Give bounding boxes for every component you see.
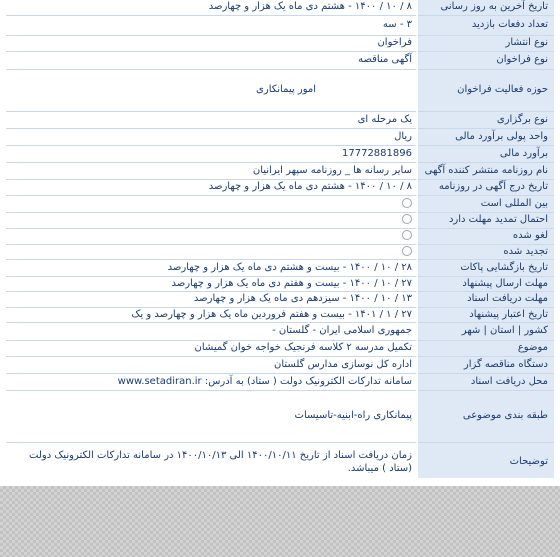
value-description: زمان دریافت اسناد از تاریخ ۱۴۰۰/۱۰/۱۱ الی ۱۴۰۰/۱۰/۱۳ در سامانه تدارکات الکترونیک دولت (ستاد ) میباشد. xyxy=(6,442,417,478)
value-location: جمهوری اسلامی ایران - گلستان - xyxy=(6,322,417,340)
row-opening-date xyxy=(6,259,554,276)
row-international xyxy=(6,195,554,212)
row-renewed xyxy=(6,244,554,259)
row-location xyxy=(6,322,554,340)
label-submit-deadline: مهلت ارسال پیشنهاد xyxy=(417,276,554,291)
extension-radio[interactable] xyxy=(402,214,412,224)
value-currency: ریال xyxy=(6,128,417,145)
row-estimate xyxy=(6,145,554,162)
row-last-update xyxy=(6,0,554,15)
row-description xyxy=(6,442,554,478)
value-opening-date: ۲۸ / ۱۰ / ۱۴۰۰ - بیست و هشتم دی ماه یک هزار و چهارصد xyxy=(6,259,417,276)
cancelled-radio[interactable] xyxy=(402,230,412,240)
row-validity xyxy=(6,307,554,322)
row-publish-type xyxy=(6,35,554,51)
row-extension xyxy=(6,212,554,228)
value-estimate: 17772881896 xyxy=(6,145,417,162)
value-submit-deadline: ۲۷ / ۱۰ / ۱۴۰۰ - بیست و هفتم دی ماه یک هزار و چهارصد xyxy=(6,276,417,291)
value-organizer: اداره کل نوسازی مدارس گلستان xyxy=(6,356,417,373)
value-last-update: ۸ / ۱۰ / ۱۴۰۰ - هشتم دی ماه یک هزار و چهارصد xyxy=(6,0,417,15)
value-publish-type: فراخوان xyxy=(6,35,417,51)
label-cancelled: لغو شده xyxy=(417,228,554,244)
renewed-radio[interactable] xyxy=(402,246,412,256)
label-validity: تاریخ اعتبار پیشنهاد xyxy=(417,307,554,322)
value-visit-count: ۳ - سه xyxy=(6,15,417,35)
label-international: بین المللی است xyxy=(417,195,554,212)
label-visit-count: تعداد دفعات بازدید xyxy=(417,15,554,35)
label-currency: واحد پولی برآورد مالی xyxy=(417,128,554,145)
label-last-update: تاریخ آخرین به روز رسانی xyxy=(417,0,554,15)
label-opening-date: تاریخ بازگشایی پاکات xyxy=(417,259,554,276)
value-holding-type: یک مرحله ای xyxy=(6,111,417,128)
value-activity-field: امور پیمانکاری xyxy=(6,69,417,111)
row-cancelled xyxy=(6,228,554,244)
row-submit-deadline xyxy=(6,276,554,291)
label-category: طبقه بندی موضوعی xyxy=(417,390,554,442)
row-subject xyxy=(6,340,554,356)
value-category: پیمانکاری راه-ابنیه-تاسیسات xyxy=(6,390,417,442)
label-location: کشور | استان | شهر xyxy=(417,322,554,340)
label-activity-field: حوزه فعالیت فراخوان xyxy=(417,69,554,111)
value-renewed xyxy=(6,244,417,259)
value-validity: ۲۷ / ۱ / ۱۴۰۱ - بیست و هفتم فروردین ماه یک هزار و چهارصد و یک xyxy=(6,307,417,322)
tender-info-table xyxy=(6,0,554,478)
label-description: توضیحات xyxy=(417,442,554,478)
value-docs-location: سامانه تدارکات الکترونیک دولت ( ستاد) به آدرس: www.setadiran.ir xyxy=(6,373,417,390)
label-holding-type: نوع برگزاری xyxy=(417,111,554,128)
value-extension xyxy=(6,212,417,228)
value-international xyxy=(6,195,417,212)
value-call-type: آگهی مناقصه xyxy=(6,51,417,69)
label-extension: احتمال تمدید مهلت دارد xyxy=(417,212,554,228)
value-newspaper: سایر رسانه ها _ روزنامه سپهر ایرانیان xyxy=(6,162,417,179)
label-publish-type: نوع انتشار xyxy=(417,35,554,51)
row-organizer xyxy=(6,356,554,373)
value-docs-deadline: ۱۳ / ۱۰ / ۱۴۰۰ - سیزدهم دی ماه یک هزار و چهارصد xyxy=(6,291,417,307)
row-visit-count xyxy=(6,15,554,35)
label-newspaper: نام روزنامه منتشر کننده آگهی xyxy=(417,162,554,179)
label-docs-deadline: مهلت دریافت اسناد xyxy=(417,291,554,307)
label-subject: موضوع xyxy=(417,340,554,356)
row-newspaper-date xyxy=(6,179,554,195)
label-organizer: دستگاه مناقصه گزار xyxy=(417,356,554,373)
row-newspaper xyxy=(6,162,554,179)
row-activity-field xyxy=(6,69,554,111)
row-holding-type xyxy=(6,111,554,128)
label-newspaper-date: تاریخ درج آگهی در روزنامه xyxy=(417,179,554,195)
row-docs-location xyxy=(6,373,554,390)
value-subject: تکمیل مدرسه ۲ کلاسه فرنجیک خواجه خوان گمیشان xyxy=(6,340,417,356)
international-radio[interactable] xyxy=(402,198,412,208)
value-cancelled xyxy=(6,228,417,244)
label-call-type: نوع فراخوان xyxy=(417,51,554,69)
row-currency xyxy=(6,128,554,145)
value-newspaper-date: ۸ / ۱۰ / ۱۴۰۰ - هشتم دی ماه یک هزار و چهارصد xyxy=(6,179,417,195)
divider-gap xyxy=(0,478,560,486)
row-docs-deadline xyxy=(6,291,554,307)
pattern-background xyxy=(0,486,560,557)
label-estimate: برآورد مالی xyxy=(417,145,554,162)
label-docs-location: محل دریافت اسناد xyxy=(417,373,554,390)
row-category xyxy=(6,390,554,442)
label-renewed: تجدید شده xyxy=(417,244,554,259)
row-call-type xyxy=(6,51,554,69)
